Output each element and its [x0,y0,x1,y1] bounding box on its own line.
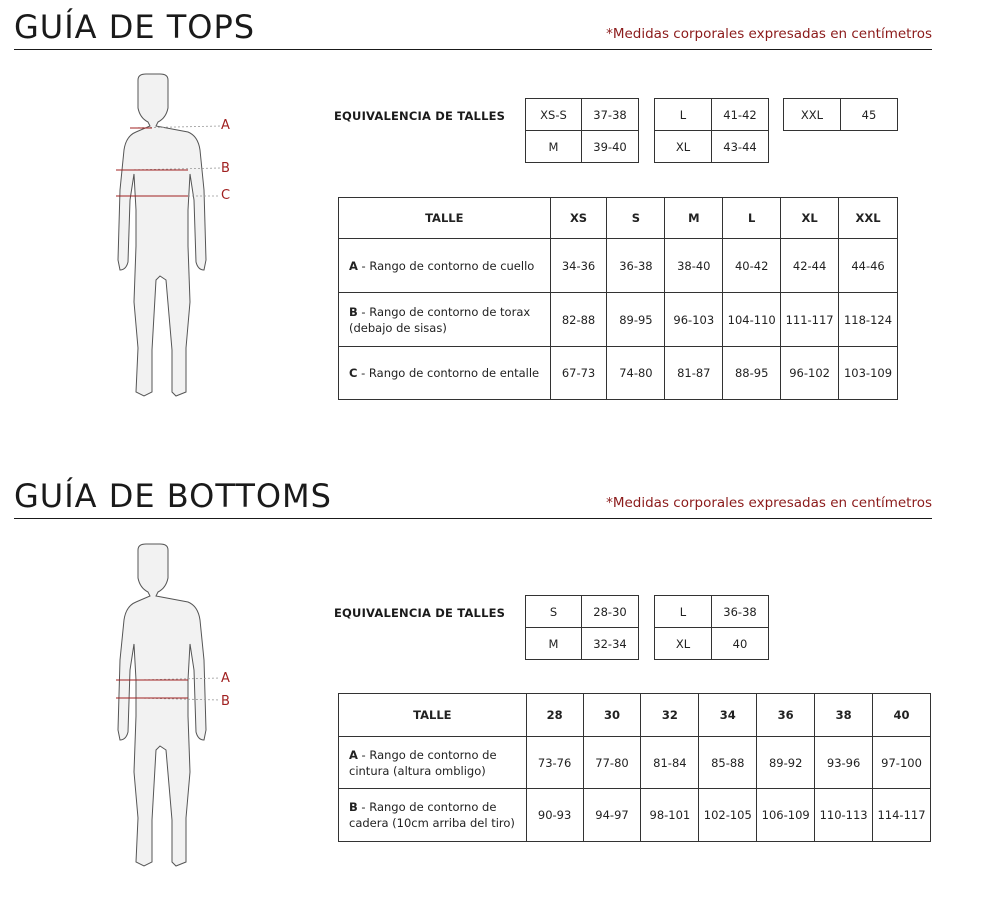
bottoms-title: GUÍA DE BOTTOMS [14,477,332,515]
size-cell: XL [655,628,712,660]
tops-divider [14,49,932,50]
header-cell: 38 [815,694,873,737]
bottoms-equivalence-table-1 [525,595,639,660]
value-cell: 67-73 [550,347,607,400]
description-cell: A - Rango de contorno de cintura (altura ombligo) [339,737,527,789]
size-cell: L [655,596,712,628]
header-cell: 32 [641,694,699,737]
header-cell: XS [550,198,607,239]
table-row [526,99,639,131]
table-row [784,99,898,131]
value-cell: 40 [712,628,769,660]
value-cell: 32-34 [582,628,639,660]
value-cell: 81-87 [665,347,723,400]
table-row [339,789,931,842]
value-cell: 89-92 [757,737,815,789]
value-cell: 39-40 [582,131,639,163]
description-cell: B - Rango de contorno de cadera (10cm arriba del tiro) [339,789,527,842]
table-header-row [339,694,931,737]
value-cell: 96-102 [781,347,839,400]
value-cell: 103-109 [839,347,898,400]
table-row [655,131,769,163]
table-row [526,131,639,163]
header-cell: TALLE [339,694,527,737]
size-cell: M [526,628,582,660]
header-cell: 28 [526,694,583,737]
value-cell: 40-42 [723,239,781,293]
size-cell: M [526,131,582,163]
value-cell: 85-88 [699,737,757,789]
value-cell: 89-95 [607,293,665,347]
bottoms-size-table [338,693,931,842]
value-cell: 42-44 [781,239,839,293]
tops-figure-label-c: C [221,188,231,203]
description-cell: B - Rango de contorno de torax (debajo de sisas) [339,293,551,347]
header-cell: 34 [699,694,757,737]
value-cell: 36-38 [712,596,769,628]
table-row [526,628,639,660]
value-cell: 88-95 [723,347,781,400]
description-cell: C - Rango de contorno de entalle [339,347,551,400]
tops-figure-label-b: B [221,161,230,176]
size-cell: XL [655,131,712,163]
value-cell: 111-117 [781,293,839,347]
bottoms-figure-label-a: A [221,671,230,686]
value-cell: 94-97 [583,789,641,842]
bottoms-equivalence-table-2 [654,595,769,660]
size-cell: XXL [784,99,841,131]
tops-equivalence-label: EQUIVALENCIA DE TALLES [334,109,506,123]
tops-equivalence-table-3 [783,98,898,131]
value-cell: 38-40 [665,239,723,293]
table-row [655,99,769,131]
value-cell: 110-113 [815,789,873,842]
value-cell: 114-117 [873,789,931,842]
table-row [526,596,639,628]
bottoms-figure-label-b: B [221,694,230,709]
bottoms-body-figure-icon [80,540,240,880]
header-cell: S [607,198,665,239]
value-cell: 41-42 [712,99,769,131]
value-cell: 93-96 [815,737,873,789]
bottoms-divider [14,518,932,519]
table-row [339,347,898,400]
value-cell: 98-101 [641,789,699,842]
value-cell: 97-100 [873,737,931,789]
table-row [339,239,898,293]
value-cell: 28-30 [582,596,639,628]
table-row [339,737,931,789]
tops-equivalence-table-1 [525,98,639,163]
bottoms-note: *Medidas corporales expresadas en centímetros [606,495,932,511]
table-header-row [339,198,898,239]
value-cell: 34-36 [550,239,607,293]
value-cell: 96-103 [665,293,723,347]
value-cell: 73-76 [526,737,583,789]
value-cell: 82-88 [550,293,607,347]
value-cell: 74-80 [607,347,665,400]
table-row [655,628,769,660]
value-cell: 37-38 [582,99,639,131]
value-cell: 43-44 [712,131,769,163]
description-cell: A - Rango de contorno de cuello [339,239,551,293]
tops-title: GUÍA DE TOPS [14,8,256,46]
bottoms-equivalence-label: EQUIVALENCIA DE TALLES [334,606,506,620]
tops-body-figure-icon [80,70,240,410]
value-cell: 45 [841,99,898,131]
value-cell: 77-80 [583,737,641,789]
tops-size-table [338,197,898,400]
header-cell: 40 [873,694,931,737]
header-cell: XL [781,198,839,239]
size-cell: S [526,596,582,628]
header-cell: XXL [839,198,898,239]
header-cell: M [665,198,723,239]
value-cell: 36-38 [607,239,665,293]
header-cell: 36 [757,694,815,737]
header-cell: L [723,198,781,239]
tops-note: *Medidas corporales expresadas en centímetros [606,26,932,42]
size-cell: L [655,99,712,131]
value-cell: 44-46 [839,239,898,293]
value-cell: 102-105 [699,789,757,842]
size-cell: XS-S [526,99,582,131]
value-cell: 81-84 [641,737,699,789]
header-cell: TALLE [339,198,551,239]
value-cell: 90-93 [526,789,583,842]
tops-equivalence-table-2 [654,98,769,163]
table-row [655,596,769,628]
table-row [339,293,898,347]
value-cell: 104-110 [723,293,781,347]
tops-figure-label-a: A [221,118,230,133]
value-cell: 106-109 [757,789,815,842]
header-cell: 30 [583,694,641,737]
value-cell: 118-124 [839,293,898,347]
